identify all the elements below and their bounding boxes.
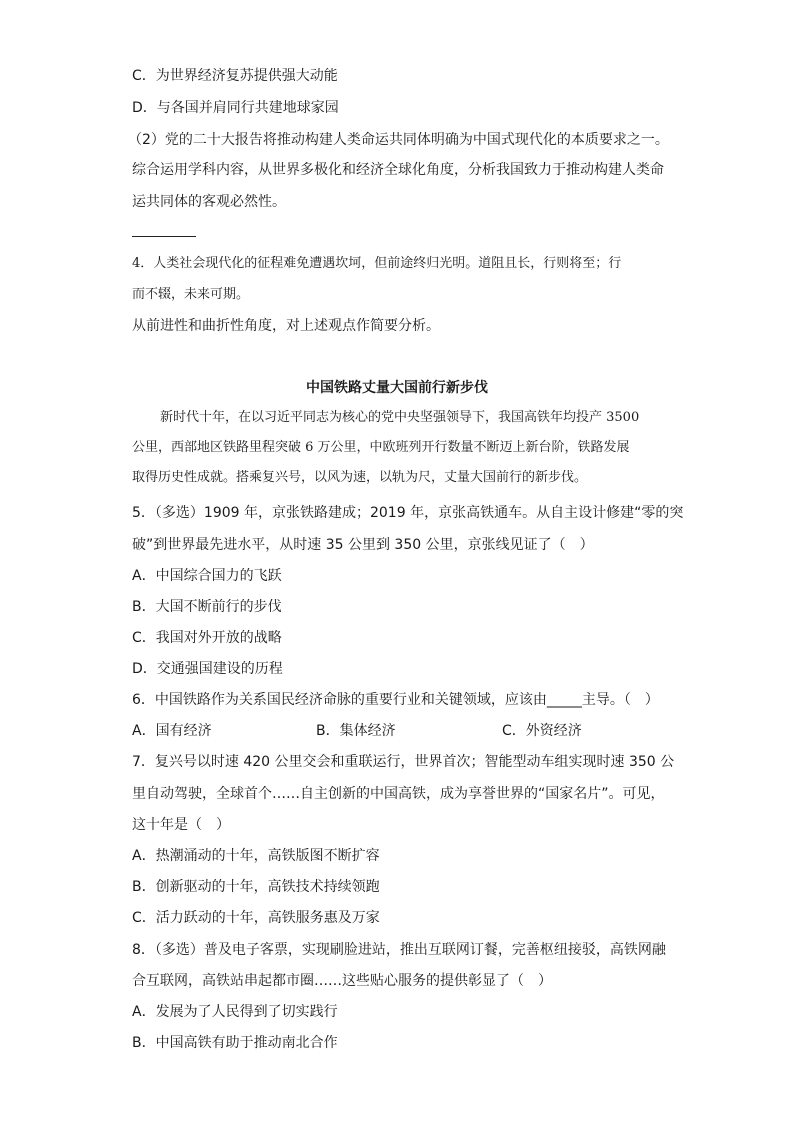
q8-option-a[interactable]: A．发展为了人民得到了切实践行 xyxy=(132,1004,338,1020)
q6-option-a[interactable]: A．国有经济 xyxy=(132,723,212,739)
q5-option-c[interactable]: C．我国对外开放的战略 xyxy=(132,630,282,646)
q6-option-c[interactable]: C．外资经济 xyxy=(502,723,582,739)
q5-stem-line2: 破”到世界最先进水平，从时速 35 公里到 350 公里，京张线见证了（ ） xyxy=(132,537,594,553)
section-para-line1: 新时代十年，在以习近平同志为核心的党中央坚强领导下，我国高铁年均投产 3500 xyxy=(160,410,640,425)
prev-option-c: C．为世界经济复苏提供强大动能 xyxy=(132,68,338,84)
q7-option-a[interactable]: A．热潮涌动的十年，高铁版图不断扩容 xyxy=(132,848,380,864)
q7-stem-line1: 7．复兴号以时速 420 公里交会和重联运行，世界首次；智能型动车组实现时速 350 公 xyxy=(132,754,675,770)
q6-stem: 6．中国铁路作为关系国民经济命脉的重要行业和关键领域，应该由_____主导。（ ） xyxy=(132,692,659,708)
q6-option-b[interactable]: B．集体经济 xyxy=(316,723,396,739)
q5-option-a[interactable]: A．中国综合国力的飞跃 xyxy=(132,568,282,584)
section-para-line2: 公里，西部地区铁路里程突破 6 万公里，中欧班列开行数量不断迈上新台阶，铁路发展 xyxy=(132,440,630,455)
q7-option-c[interactable]: C．活力跃动的十年，高铁服务惠及万家 xyxy=(132,910,380,926)
answer-blank-line xyxy=(132,236,196,237)
q5-stem-line1: 5．（多选）1909 年，京张铁路建成；2019 年，京张高铁通车。从自主设计修建“零的突 xyxy=(132,505,684,521)
q4-line3: 从前进性和曲折性角度，对上述观点作简要分析。 xyxy=(132,318,440,334)
sub2-line3: 运共同体的客观必然性。 xyxy=(132,194,286,210)
q4-line2: 而不辍，未来可期。 xyxy=(132,287,250,302)
sub2-line2: 综合运用学科内容，从世界多极化和经济全球化角度，分析我国致力于推动构建人类命 xyxy=(132,162,664,178)
q5-option-d[interactable]: D．交通强国建设的历程 xyxy=(132,661,283,677)
q8-stem-line2: 合互联网，高铁站串起都市圈……这些贴心服务的提供彰显了（ ） xyxy=(132,973,552,989)
sub2-line1: （2）党的二十大报告将推动构建人类命运共同体明确为中国式现代化的本质要求之一。 xyxy=(128,132,669,148)
q7-stem-line2: 里自动驾驶，全球首个……自主创新的中国高铁，成为享誉世界的“国家名片”。可见， xyxy=(132,786,665,802)
q7-option-b[interactable]: B．创新驱动的十年，高铁技术持续领跑 xyxy=(132,879,380,895)
q7-stem-line3: 这十年是（ ） xyxy=(132,817,230,833)
q8-option-b[interactable]: B．中国高铁有助于推动南北合作 xyxy=(132,1035,338,1051)
section-para-line3: 取得历史性成就。搭乘复兴号，以风为速，以轨为尺，丈量大国前行的新步伐。 xyxy=(132,470,588,485)
q4-line1: 4．人类社会现代化的征程难免遭遇坎坷，但前途终归光明。道阻且长，行则将至；行 xyxy=(132,256,622,271)
prev-option-d: D．与各国并肩同行共建地球家园 xyxy=(132,100,339,116)
q8-stem-line1: 8．（多选）普及电子客票，实现刷脸进站，推出互联网订餐，完善枢纽接驳，高铁网融 xyxy=(132,942,666,958)
section-title: 中国铁路丈量大国前行新步伐 xyxy=(306,380,488,396)
q5-option-b[interactable]: B．大国不断前行的步伐 xyxy=(132,599,282,615)
q6-options xyxy=(132,721,582,741)
